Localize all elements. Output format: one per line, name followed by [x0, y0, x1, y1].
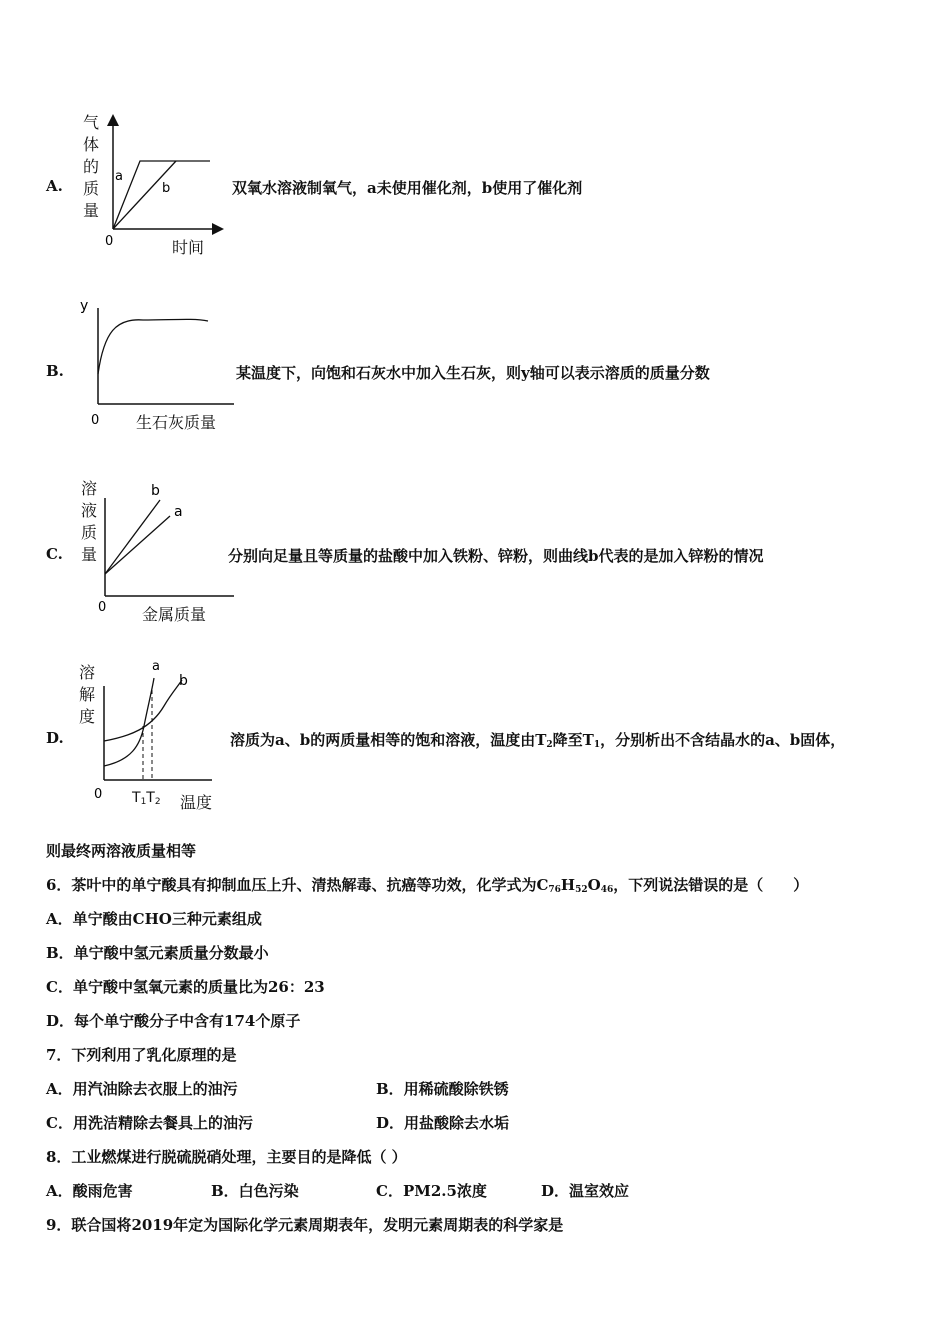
figure-b-xlabel: 生石灰质量	[136, 413, 217, 432]
q7-option-c: C．用洗洁精除去餐具上的油污	[46, 1114, 253, 1132]
t1-label: $T_1$	[132, 790, 147, 807]
figure-d	[76, 656, 236, 812]
option-a-label: A.	[46, 177, 63, 195]
series-a-label: a	[174, 504, 183, 520]
series-a-label: a	[115, 169, 123, 184]
figure-c	[78, 478, 238, 626]
figure-c-ylabel: 溶 液 质 量	[80, 479, 97, 564]
q8-option-a: A．酸雨危害	[46, 1182, 133, 1200]
option-d-continuation: 则最终两溶液质量相等	[46, 842, 197, 860]
q8-option-b: B．白色污染	[211, 1182, 299, 1200]
q6-option-c: C．单宁酸中氢氧元素的质量比为26：23	[46, 978, 325, 996]
series-a-label: a	[152, 659, 160, 674]
option-b-caption: 某温度下，向饱和石灰水中加入生石灰，则y轴可以表示溶质的质量分数	[236, 364, 710, 382]
t2-label: $T_2$	[146, 790, 161, 807]
option-a-caption: 双氧水溶液制氧气，a未使用催化剂，b使用了催化剂	[232, 179, 583, 197]
q7-option-d: D．用盐酸除去水垢	[376, 1114, 510, 1132]
t-labels	[132, 790, 161, 807]
origin-label: 0	[91, 413, 100, 428]
curve-b	[105, 500, 160, 574]
q6-stem: 6．茶叶中的单宁酸具有抑制血压上升、清热解毒、抗癌等功效，化学式为$C_{76}H_{52}O_{46}$，下列说法错误的是（ ）	[46, 876, 809, 895]
figure-b	[78, 292, 238, 434]
q6-option-b: B．单宁酸中氢元素质量分数最小	[46, 944, 269, 962]
option-d-label: D.	[46, 729, 64, 747]
figure-c-xlabel: 金属质量	[142, 605, 207, 624]
q7-option-b: B．用稀硫酸除铁锈	[376, 1080, 509, 1098]
q7-stem: 7．下列利用了乳化原理的是	[46, 1046, 237, 1064]
q8-stem: 8．工业燃煤进行脱硫脱硝处理，主要目的是降低（ ）	[46, 1148, 407, 1166]
figure-a-ylabel: 气 体 的 质 量	[82, 113, 99, 220]
series-b-label: b	[151, 483, 160, 499]
figure-d-xlabel: 温度	[180, 793, 213, 812]
origin-label: 0	[98, 600, 107, 615]
figure-a	[78, 112, 228, 257]
option-b-label: B.	[46, 362, 64, 380]
series-b-label: b	[179, 673, 188, 689]
y-axis-label: y	[80, 298, 89, 314]
figure-a-xlabel: 时间	[172, 238, 205, 257]
figure-d-ylabel: 溶 解 度	[78, 663, 95, 726]
q6-option-d: D．每个单宁酸分子中含有174个原子	[46, 1012, 301, 1030]
q6-option-a: A．单宁酸由CHO三种元素组成	[46, 910, 262, 928]
option-c-label: C.	[46, 545, 63, 563]
option-d-caption: 溶质为a、b的两质量相等的饱和溶液，温度由$T_2$降至$T_1$，分别析出不含结晶水的a、b固体，	[230, 731, 846, 750]
option-c-caption: 分别向足量且等质量的盐酸中加入铁粉、锌粉，则曲线b代表的是加入锌粉的情况	[228, 547, 764, 565]
figure-d-plot	[76, 656, 236, 812]
q7-option-a: A．用汽油除去衣服上的油污	[46, 1080, 238, 1098]
origin-label: 0	[94, 787, 103, 802]
curve-a	[105, 516, 170, 574]
curve-y	[98, 319, 208, 374]
q9-stem: 9．联合国将2019年定为国际化学元素周期表年，发明元素周期表的科学家是	[46, 1216, 564, 1234]
q8-option-d: D．温室效应	[541, 1182, 630, 1200]
series-b-label: b	[162, 181, 171, 196]
curve-a	[104, 678, 154, 766]
figure-a-plot	[78, 112, 228, 257]
origin-label: 0	[105, 234, 114, 249]
q8-option-c: C．PM2.5浓度	[376, 1182, 487, 1200]
